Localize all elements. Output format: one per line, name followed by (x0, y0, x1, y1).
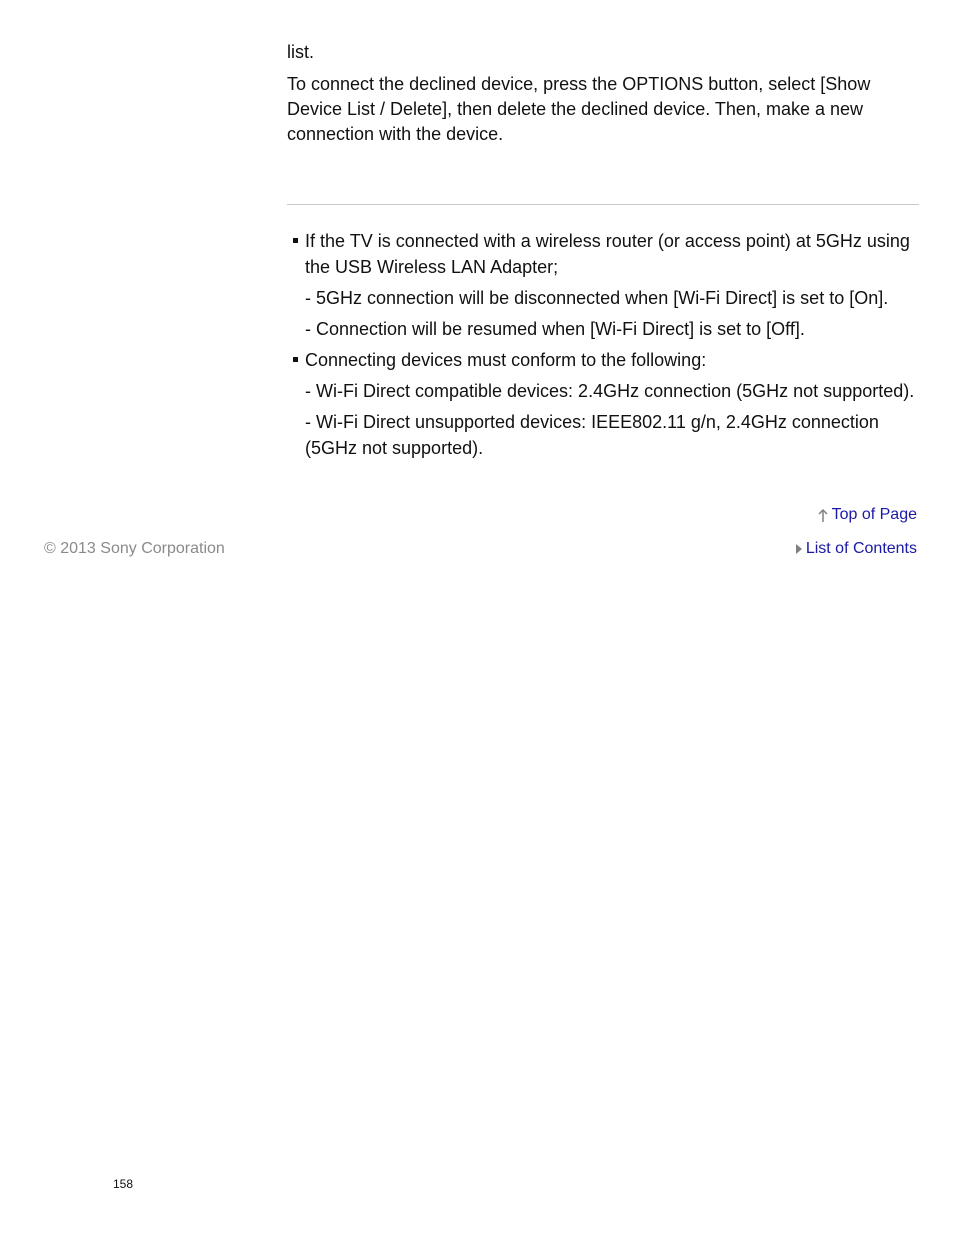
paragraph-continuation: list. (287, 42, 314, 62)
square-bullet-icon (293, 238, 298, 243)
notes-section (287, 228, 919, 466)
main-content (287, 40, 919, 154)
section-divider (287, 204, 919, 205)
list-of-contents-label[interactable]: List of Contents (805, 540, 917, 557)
arrow-up-icon (817, 507, 829, 523)
note-sub-item: - Wi-Fi Direct unsupported devices: IEEE802.11 g/n, 2.4GHz connection (5GHz not supported). (305, 412, 879, 458)
note-text: If the TV is connected with a wireless router (or access point) at 5GHz using the USB Wireless LAN Adapter; (305, 231, 910, 277)
top-of-page-link[interactable] (817, 505, 917, 525)
copyright-text: © 2013 Sony Corporation (44, 540, 225, 557)
note-bullet-5ghz (287, 228, 919, 280)
note-bullet-conform (287, 347, 919, 373)
page-number: 158 (113, 1177, 134, 1191)
note-text: Connecting devices must conform to the following: (305, 350, 707, 370)
paragraph-connect-declined: To connect the declined device, press the OPTIONS button, select [Show Device List / Delete], then delete the declined device. Then, make a new connection with the device. (287, 74, 871, 144)
triangle-right-icon (796, 544, 802, 554)
note-sub-item: - Wi-Fi Direct compatible devices: 2.4GHz connection (5GHz not supported). (305, 381, 915, 401)
square-bullet-icon (293, 357, 298, 362)
list-of-contents-link[interactable] (796, 539, 917, 559)
note-sub-item: - 5GHz connection will be disconnected when [Wi-Fi Direct] is set to [On]. (305, 288, 889, 308)
top-of-page-label[interactable]: Top of Page (831, 506, 917, 523)
note-sub-item: - Connection will be resumed when [Wi-Fi Direct] is set to [Off]. (305, 319, 805, 339)
